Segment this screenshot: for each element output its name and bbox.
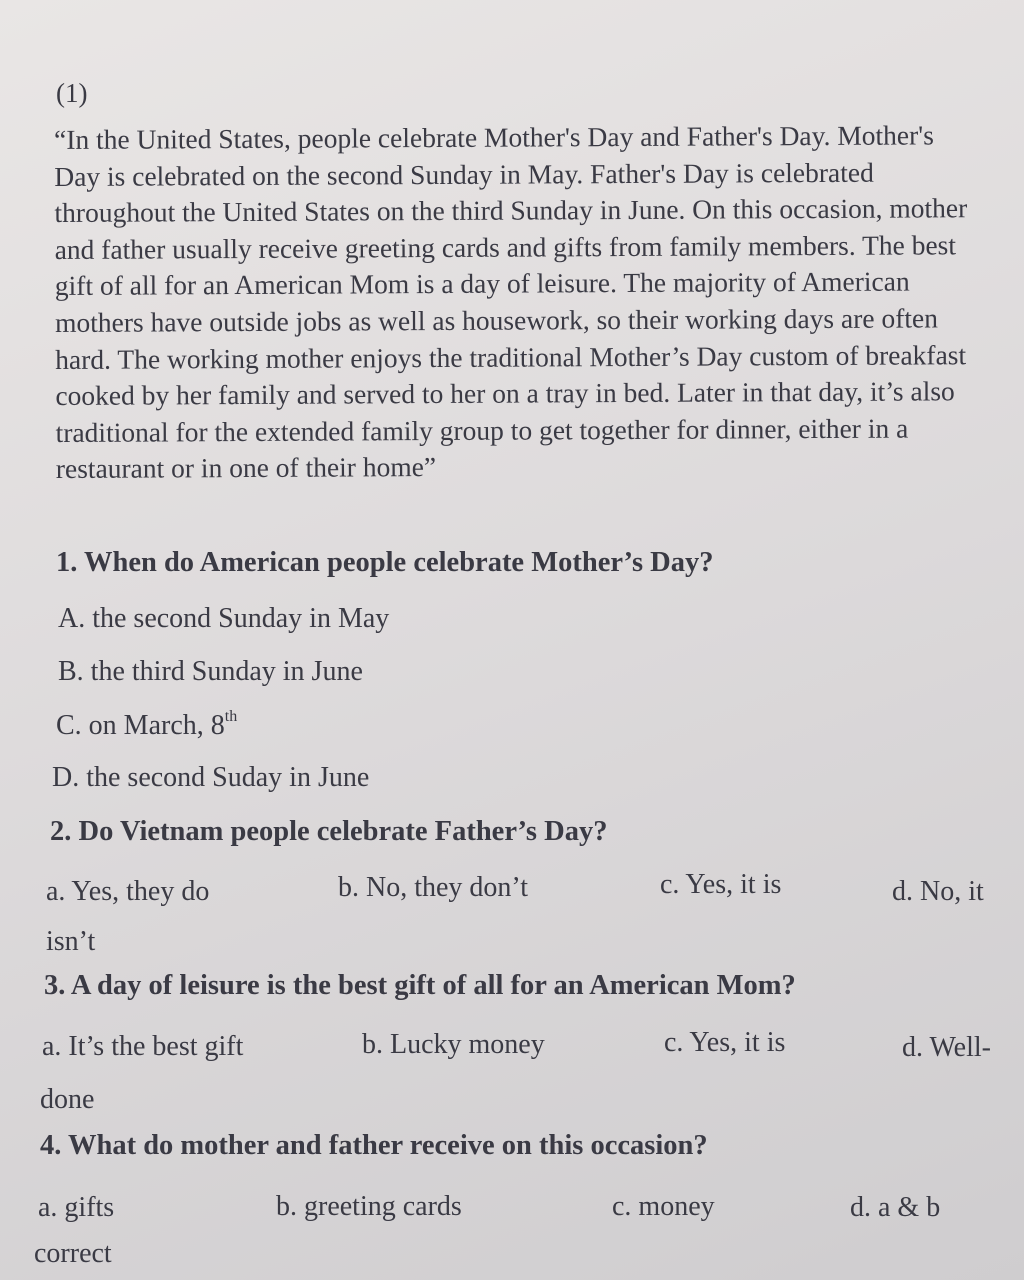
question-4: 4. What do mother and father receive on this occasion? bbox=[40, 1130, 708, 1161]
q2-option-b[interactable]: b. No, they don’t bbox=[338, 872, 529, 903]
q4-option-c[interactable]: c. money bbox=[612, 1191, 715, 1222]
q4-option-b[interactable]: b. greeting cards bbox=[276, 1191, 462, 1222]
q4-option-a[interactable]: a. gifts bbox=[38, 1192, 115, 1223]
q3-option-a[interactable]: a. It’s the best gift bbox=[42, 1031, 244, 1062]
q4-option-d[interactable]: d. a & b correct bbox=[34, 1192, 941, 1269]
q1-option-c-superscript: th bbox=[224, 708, 238, 725]
section-number: (1) bbox=[56, 78, 88, 108]
q1-option-d[interactable]: D. the second Suday in June bbox=[52, 762, 370, 793]
reading-passage: “In the United States, people celebrate Mother's Day and Father's Day. Mother's Day is celebrated on the second Sunday in May. Father's Day is celebrated throughout the United States on the third Sunday in June. On this occasion, mother and father usually receive greeting cards and gifts from family members. The best gift of all for an American Mom is a day of leisure. The majority of American mothers have outside jobs as well as housework, so their working days are often hard. The working mother enjoys the traditional Mother’s Day custom of breakfast cooked by her family and served to her on a tray in bed. Later in that day, it’s also traditional for the extended family group to get together for dinner, either in a restaurant or in one of their home” bbox=[54, 119, 968, 485]
q1-option-b[interactable]: B. the third Sunday in June bbox=[58, 656, 363, 687]
q3-option-d[interactable]: d. Well-done bbox=[40, 1032, 991, 1115]
q1-option-a[interactable]: A. the second Sunday in May bbox=[58, 603, 390, 634]
q3-option-b[interactable]: b. Lucky money bbox=[362, 1029, 545, 1060]
q1-option-c[interactable] bbox=[56, 710, 237, 742]
question-1: 1. When do American people celebrate Mother’s Day? bbox=[56, 547, 714, 578]
question-2: 2. Do Vietnam people celebrate Father’s Day? bbox=[50, 816, 608, 847]
question-3: 3. A day of leisure is the best gift of all for an American Mom? bbox=[44, 970, 796, 1001]
q3-option-c[interactable]: c. Yes, it is bbox=[664, 1027, 786, 1058]
q1-option-c-label: C. on March, 8 bbox=[56, 710, 225, 741]
q2-option-c[interactable]: c. Yes, it is bbox=[660, 869, 782, 900]
q2-option-d[interactable]: d. No, it isn’t bbox=[46, 876, 984, 957]
q2-option-a[interactable]: a. Yes, they do bbox=[46, 876, 210, 907]
